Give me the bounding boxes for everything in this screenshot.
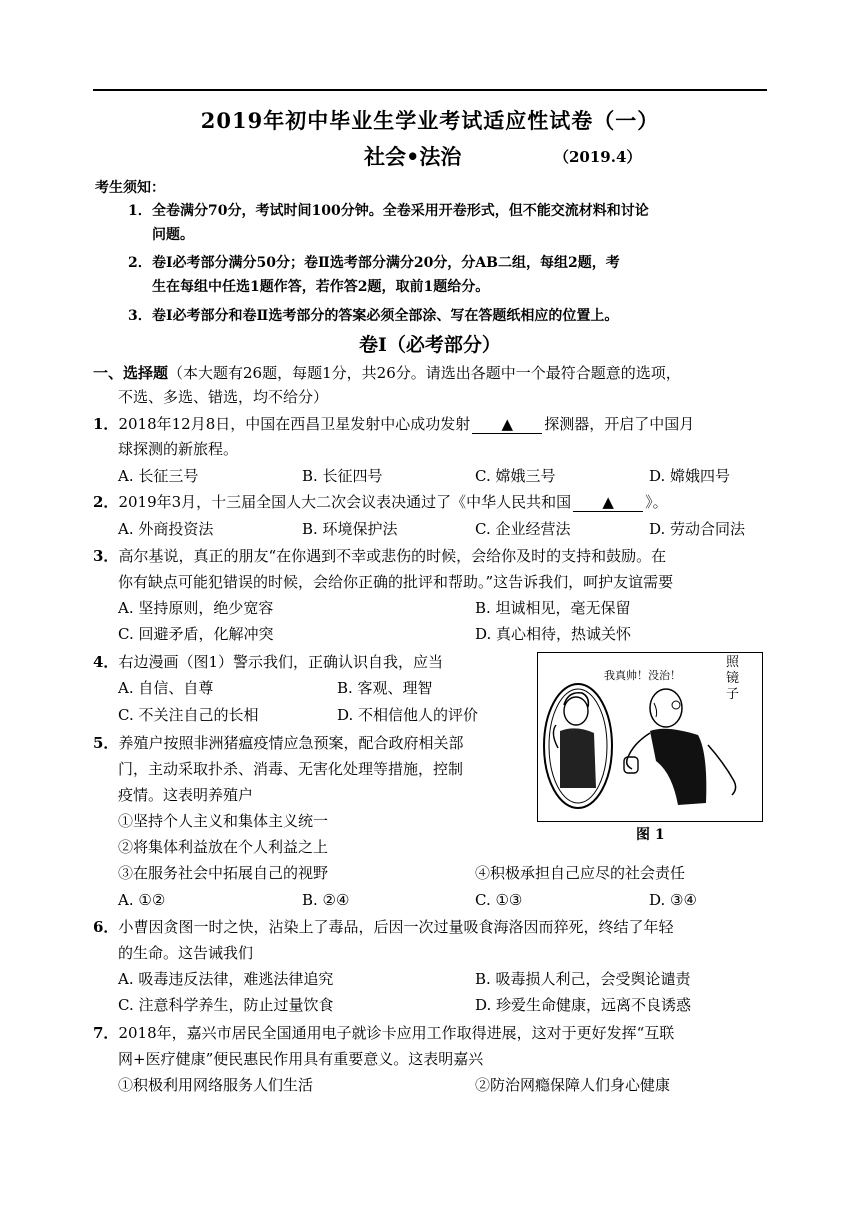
q4-option-d[interactable]: D. 不相信他人的评价: [337, 706, 479, 724]
q5-num: 5．: [93, 734, 119, 752]
q4-num: 4．: [93, 653, 119, 671]
part1-heading: 一、选择题: [93, 364, 169, 382]
q3-num: 3．: [93, 547, 119, 565]
q1-stem-2: 球探测的新旅程。: [118, 440, 239, 458]
q3-option-c[interactable]: C. 回避矛盾，化解冲突: [118, 625, 274, 643]
q7-text: 2018年，嘉兴市居民全国通用电子就诊卡应用工作取得进展，这对于更好发挥“互联: [118, 1024, 675, 1042]
exam-date: （2019.4）: [554, 148, 642, 166]
figure-caption: 图 1: [636, 827, 665, 843]
q5-option-a[interactable]: A. ①②: [118, 891, 166, 909]
exam-subject: 社会•法治: [364, 144, 462, 169]
q7-stem: [93, 1021, 674, 1045]
q5-item-3: ③在服务社会中拓展自己的视野: [118, 864, 329, 882]
q7-stem-2: 网+医疗健康”便民惠民作用具有重要意义。这表明嘉兴: [118, 1050, 484, 1068]
q2-num: 2．: [93, 493, 119, 511]
q7-num: 7．: [93, 1024, 119, 1042]
q2-option-b[interactable]: B. 环境保护法: [302, 520, 398, 538]
q5-stem: [93, 731, 463, 755]
q6-num: 6．: [93, 918, 119, 936]
top-rule: [93, 89, 767, 91]
q6-option-b[interactable]: B. 吸毒损人利己，会受舆论谴责: [475, 970, 691, 988]
cartoon-side-caption: 照镜子: [726, 655, 740, 702]
q1-text: 2018年12月8日，中国在西昌卫星发射中心成功发射: [118, 415, 471, 433]
cartoon-figure: [537, 652, 763, 822]
q5-option-b[interactable]: B. ②④: [302, 891, 350, 909]
q5-item-1: ①坚持个人主义和集体主义统一: [118, 812, 329, 830]
q6-stem-2: 的生命。这告诫我们: [118, 944, 254, 962]
q2-option-c[interactable]: C. 企业经营法: [475, 520, 571, 538]
part1-heading-line: [93, 361, 681, 385]
q1-option-d[interactable]: D. 嫦娥四号: [649, 467, 731, 485]
part1-desc: （本大题有26题，每题1分，共26分。请选出各题中一个最符合题意的选项，: [168, 364, 681, 382]
notice-num: 3．: [128, 308, 152, 324]
q3-text: 高尔基说，真正的朋友“在你遇到不幸或悲伤的时候，会给你及时的支持和鼓励。在: [118, 547, 667, 565]
q6-option-a[interactable]: A. 吸毒违反法律，难逃法律追究: [118, 970, 334, 988]
q6-stem: [93, 915, 673, 939]
q4-stem: [93, 650, 443, 674]
q2-stem: [93, 490, 668, 514]
q1-num: 1．: [93, 415, 119, 433]
q4-option-a[interactable]: A. 自信、自尊: [118, 679, 214, 697]
q2-text: 2019年3月，十三届全国人大二次会议表决通过了《中华人民共和国: [118, 493, 572, 511]
section-title: 卷Ⅰ（必考部分）: [359, 334, 501, 356]
q4-option-c[interactable]: C. 不关注自己的长相: [118, 706, 259, 724]
q2-option-a[interactable]: A. 外商投资法: [118, 520, 214, 538]
q5-option-d[interactable]: D. ③④: [649, 891, 697, 909]
notice-text: 卷Ⅰ必考部分满分50分；卷Ⅱ选考部分满分20分，分AB二组，每组2题，考: [152, 255, 620, 271]
q6-option-c[interactable]: C. 注意科学养生，防止过量饮食: [118, 996, 334, 1014]
q4-text: 右边漫画（图1）警示我们，正确认识自我，应当: [118, 653, 443, 671]
notice-text: 全卷满分70分，考试时间100分钟。全卷采用开卷形式，但不能交流材料和讨论: [152, 203, 649, 219]
q6-text: 小曹因贪图一时之快，沾染上了毒品，后因一次过量吸食海洛因而猝死，终结了年轻: [118, 918, 674, 936]
q6-option-d[interactable]: D. 珍爱生命健康，远离不良诱惑: [475, 996, 692, 1014]
q3-option-a[interactable]: A. 坚持原则，绝少宽容: [118, 599, 274, 617]
part1-desc-2: 不选、多选、错选，均不给分）: [118, 388, 329, 406]
notice-item-1: [128, 199, 768, 247]
speech-bubble-text: 我真帅！没治！: [604, 669, 681, 682]
q1-text-post: 探测器，开启了中国月: [544, 415, 695, 433]
q7-item-2: ②防治网瘾保障人们身心健康: [475, 1076, 671, 1094]
q5-stem-2: 门，主动采取扑杀、消毒、无害化处理等措施，控制: [118, 760, 464, 778]
notice-text: 卷Ⅰ必考部分和卷Ⅱ选考部分的答案必须全部涂、写在答题纸相应的位置上。: [152, 308, 619, 324]
q1-stem: [93, 412, 694, 436]
q1-option-a[interactable]: A. 长征三号: [118, 467, 199, 485]
answer-blank: ▲: [573, 493, 643, 512]
q3-option-b[interactable]: B. 坦诚相见，毫无保留: [475, 599, 631, 617]
notice-item-3: [128, 304, 768, 328]
q2-option-d[interactable]: D. 劳动合同法: [649, 520, 746, 538]
q5-stem-3: 疫情。这表明养殖户: [118, 786, 254, 804]
answer-blank: ▲: [472, 415, 542, 434]
q2-text-post: 》。: [645, 493, 668, 511]
notice-text: 问题。: [152, 227, 194, 243]
notice-text: 生在每组中任选1题作答，若作答2题，取前1题给分。: [152, 279, 490, 295]
q5-item-2: ②将集体利益放在个人利益之上: [118, 838, 329, 856]
notice-num: 2．: [128, 255, 152, 271]
q3-stem: [93, 544, 666, 568]
exam-title: 2019年初中毕业生学业考试适应性试卷（一）: [200, 108, 660, 133]
q7-item-1: ①积极利用网络服务人们生活: [118, 1076, 314, 1094]
q1-option-b[interactable]: B. 长征四号: [302, 467, 383, 485]
q5-option-c[interactable]: C. ①③: [475, 891, 523, 909]
q3-stem-2: 你有缺点可能犯错误的时候，会给你正确的批评和帮助。”这告诉我们，呵护友谊需要: [118, 573, 674, 591]
q4-option-b[interactable]: B. 客观、理智: [337, 679, 433, 697]
q3-option-d[interactable]: D. 真心相待，热诚关怀: [475, 625, 632, 643]
q5-item-4: ④积极承担自己应尽的社会责任: [475, 864, 686, 882]
notice-num: 1．: [128, 203, 152, 219]
notice-item-2: [128, 251, 768, 299]
q1-option-c[interactable]: C. 嫦娥三号: [475, 467, 556, 485]
notice-heading: 考生须知：: [95, 180, 165, 196]
q5-text: 养殖户按照非洲猪瘟疫情应急预案，配合政府相关部: [118, 734, 464, 752]
